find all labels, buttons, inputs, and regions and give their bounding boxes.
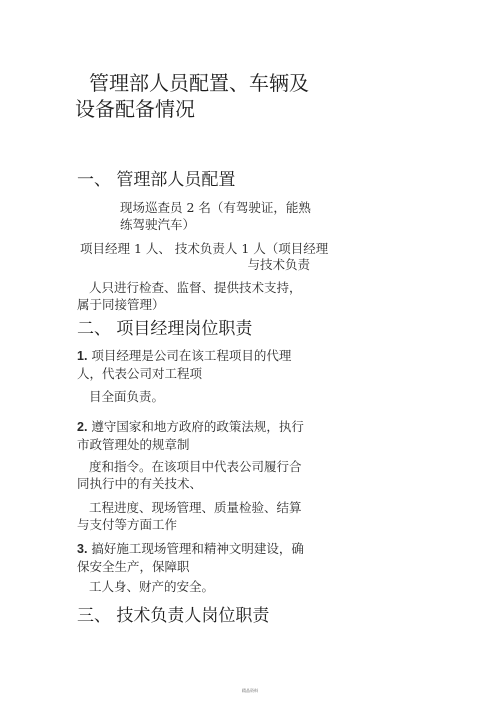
duty-1-continuation: 目全面负责。 — [89, 389, 165, 404]
duty-2-continuation-2: 工程进度、现场管理、质量检验、结算与支付等方面工作 — [77, 500, 302, 532]
staffing-line-b: 与技术负责 — [247, 257, 310, 272]
duty-2-number: 2. — [77, 420, 88, 434]
page-title: 管理部人员配置、车辆及设备配备情况 — [75, 71, 309, 121]
section-heading-pm-duties: 二、 项目经理岗位职责 — [77, 319, 253, 339]
page-footer: 精品资料 — [242, 688, 258, 693]
duty-3 — [77, 540, 313, 575]
inspector-line: 现场巡查员 2 名（有驾驶证，能熟练驾驶汽车） — [120, 200, 311, 232]
staffing-line-a: 项目经理 1 人、 技术负责人 1 人（项目经理 — [80, 241, 329, 256]
duty-1-text: 项目经理是公司在该工程项目的代理人，代表公司对工程项 — [77, 348, 292, 381]
duty-3-text: 搞好施工现场管理和精神文明建设，确保安全生产，保障职 — [77, 541, 304, 574]
duty-3-continuation: 工人身、财产的安全。 — [89, 579, 215, 594]
duty-2 — [77, 418, 313, 453]
staffing-line-c: 人只进行检查、监督、提供技术支持，属于同接管理） — [77, 280, 302, 312]
section-heading-staffing: 一、 管理部人员配置 — [77, 170, 236, 190]
duty-2-text: 遵守国家和地方政府的政策法规，执行市政管理处的规章制 — [77, 419, 304, 452]
duty-3-number: 3. — [77, 542, 88, 556]
duty-1-number: 1. — [77, 349, 88, 363]
section-heading-tech-duties: 三、 技术负责人岗位职责 — [77, 606, 270, 626]
duty-1 — [77, 347, 313, 382]
duty-2-continuation-1: 度和指令。在该项目中代表公司履行合同执行中的有关技术、 — [77, 459, 302, 491]
